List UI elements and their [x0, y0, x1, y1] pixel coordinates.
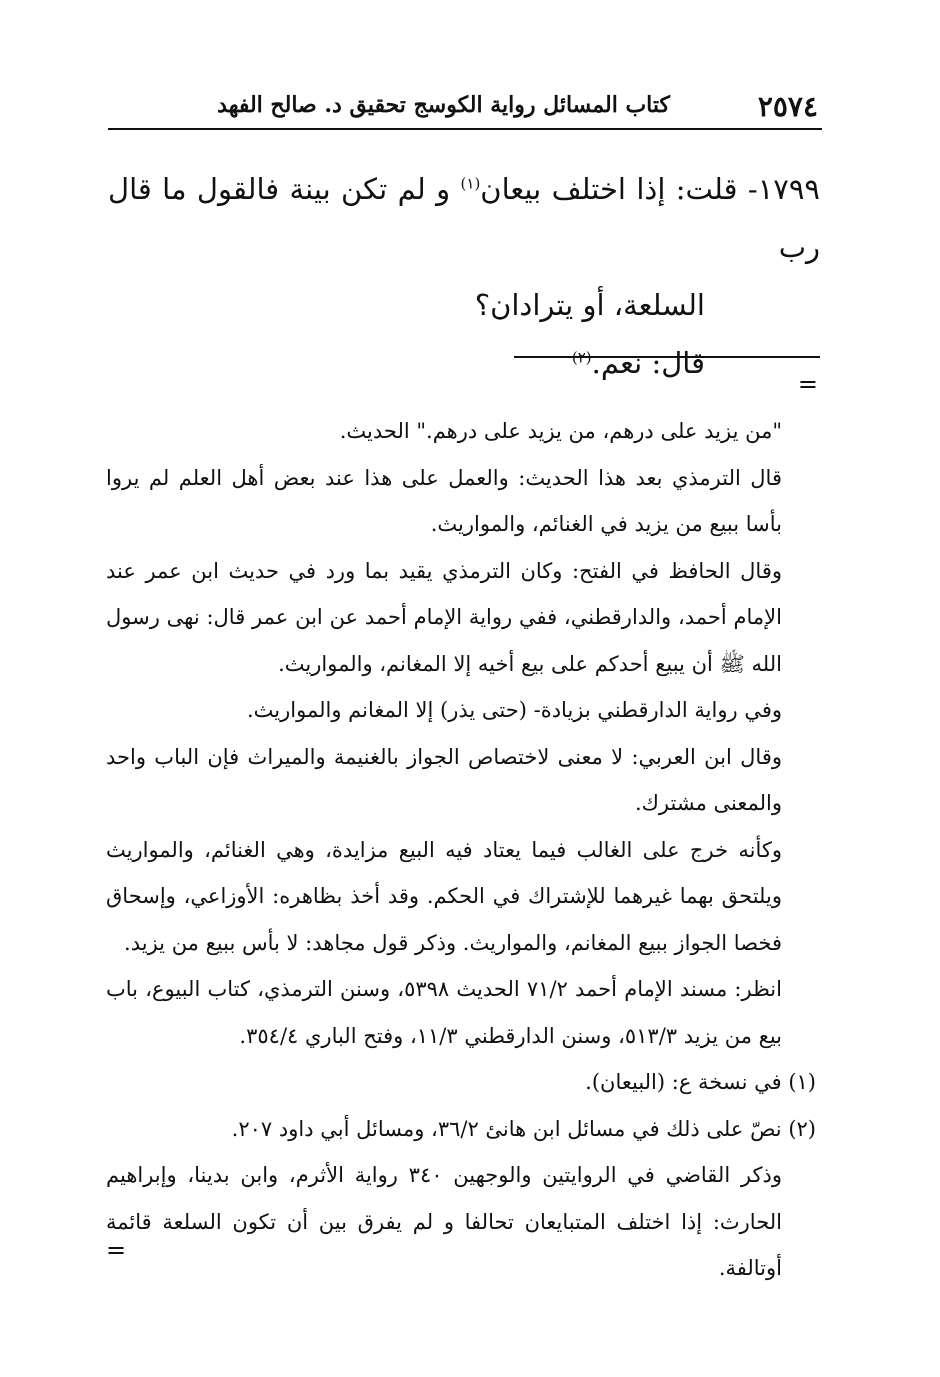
footnotes: [106, 408, 816, 1292]
page-header: [108, 88, 820, 124]
continuation-mark-bottom: =: [106, 1236, 127, 1264]
footnote-2: (٢) نصّ على ذلك في مسائل ابن هانئ ٣٦/٢، ومسائل أبي داود ٢٠٧.: [231, 1116, 816, 1141]
footnote-paragraph: قال الترمذي بعد هذا الحديث: والعمل على هذا عند بعض أهل العلم لم يروا بأسا ببيع من يزيد في الغنائم، والمواريث.: [106, 465, 782, 536]
header-rule: [108, 128, 822, 130]
footnote-closing: وذكر القاضي في الروايتين والوجهين ٣٤٠ رواية الأثرم، وابن بدينا، وإبراهيم الحارث: إذا اختلف المتبايعان تحالفا و لم يفرق بين أن تكون السلعة قائمة أوتالفة.: [106, 1163, 782, 1280]
answer-text: قال: نعم.: [591, 346, 705, 380]
footnote-paragraph: انظر: مسند الإمام أحمد ٧١/٢ الحديث ٥٣٩٨، وسنن الترمذي، كتاب البيوع، باب بيع من يزيد ٥١٣/٣، وسنن الدارقطني ١١/٣، وفتح الباري ٣٥٤/٤.: [106, 977, 782, 1048]
question-rest: و لم تكن بينة فالقول ما قال رب: [108, 172, 820, 264]
footnote-1: (١) في نسخة ع: (البيعان).: [585, 1070, 816, 1094]
footnote-ref-1: (١): [460, 174, 481, 193]
page-number: ٢٥٧٤: [757, 90, 818, 123]
footnote-separator: [514, 356, 820, 358]
question-lead: ١٧٩٩- قلت: إذا اختلف بيعان: [480, 172, 820, 206]
footnote-ref-2: (٢): [571, 348, 592, 367]
answer-paragraph: [108, 334, 820, 392]
running-title: كتاب المسائل رواية الكوسج تحقيق د. صالح الفهد: [217, 92, 670, 118]
footnote-paragraph: وكأنه خرج على الغالب فيما يعتاد فيه البيع مزايدة، وهي الغنائم، والمواريث ويلتحق بهما غيرهما للإشتراك في الحكم. وقد أخذ بظاهره: الأوزاعي، وإسحاق فخصا الجواز ببيع المغانم، والمواريث. وذكر قول مجاهد: لا بأس ببيع من يزيد.: [106, 837, 782, 955]
footnote-paragraph: وفي رواية الدارقطني بزيادة- (حتى يذر) إلا المغانم والمواريث.: [247, 698, 782, 722]
question-line-2: السلعة، أو يترادان؟: [474, 288, 705, 322]
question-paragraph: [108, 160, 820, 276]
footnote-paragraph: وقال ابن العربي: لا معنى لاختصاص الجواز بالغنيمة والميراث فإن الباب واحد والمعنى مشترك.: [106, 744, 782, 815]
continuation-mark-top: =: [797, 370, 818, 398]
footnote-paragraph: "من يزيد على درهم، من يزيد على درهم." الحديث.: [339, 419, 782, 443]
footnote-paragraph: وقال الحافظ في الفتح: وكان الترمذي يقيد بما ورد في حديث ابن عمر عند الإمام أحمد، والدارقطني، ففي رواية الإمام أحمد عن ابن عمر قال: نهى رسول الله ﷺ أن يبيع أحدكم على بيع أخيه إلا المغانم، والمواريث.: [106, 558, 782, 676]
